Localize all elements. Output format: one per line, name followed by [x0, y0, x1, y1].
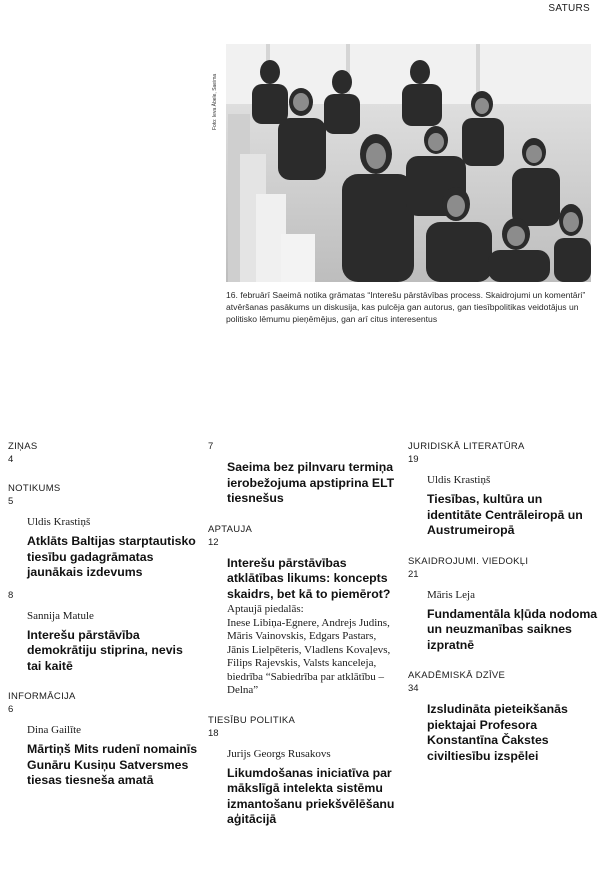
toc-entry[interactable] [408, 440, 598, 539]
article-title: Izsludināta pieteikšanās piektajai Profesora Konstantīna Čakstes civiltiesību izspēlei [427, 702, 568, 763]
page-number: 21 [408, 568, 419, 580]
article-author: Māris Leja [427, 588, 475, 601]
survey-participants-heading: Aptaujā piedalās: [227, 603, 304, 615]
page-number: 6 [8, 704, 14, 715]
page-number: 12 [208, 536, 219, 548]
section-label: APTAUJA [208, 523, 253, 535]
article-author: Jurijs Georgs Rusakovs [227, 747, 331, 760]
toc-entry[interactable] [8, 440, 198, 466]
toc-entry[interactable] [208, 523, 398, 698]
article-title: Atklāts Baltijas starptautisko tiesību gadagrāmatas jaunākais izdevums [27, 534, 196, 579]
toc-column-3 [408, 440, 598, 780]
event-photo [226, 44, 591, 282]
article-title: Fundamentāla kļūda nodoma un neuzmanības saiknes izpratnē [427, 606, 598, 652]
photo-caption: 16. februārī Saeimā notika grāmatas “Interešu pārstāvības process. Skaidrojumi un komentāri” atvēršanas pasākums un diskusija, kas pulcēja gan autorus, gan tiesībpolitikas veidotājus un politisko lēmumu pieņēmējus, gan arī citus interesentus [226, 290, 586, 324]
toc-entry[interactable] [8, 482, 198, 581]
toc-entry[interactable] [408, 669, 598, 764]
toc-entry[interactable] [8, 589, 198, 675]
page-number: 8 [8, 589, 14, 601]
section-label: JURIDISKĀ LITERATŪRA [408, 441, 525, 452]
article-author: Uldis Krastiņš [427, 474, 491, 486]
article-author: Sannija Matule [27, 609, 94, 622]
page-number: 7 [208, 441, 214, 452]
page-number: 34 [408, 683, 419, 694]
page-number: 4 [8, 454, 14, 465]
page-number: 5 [8, 496, 14, 507]
article-title: Tiesības, kultūra un identitāte Centrāleiropā un Austrumeiropā [427, 492, 583, 537]
article-title: Saeima bez pilnvaru termiņa ierobežojuma apstiprina ELT tiesnešus [227, 460, 395, 505]
section-header: SATURS [548, 3, 590, 14]
article-title: Mārtiņš Mits rudenī nomainīs Gunāru Kusiņu Satversmes tiesas tiesneša amatā [27, 742, 198, 787]
survey-participants-list: Inese Libiņa-Egnere, Andrejs Judins, Māris Vainovskis, Edgars Pastars, Jānis Lielpēteris, Vladlens Kovaļevs, Filips Rajevskis, Valsts kanceleja, biedrība “Sabiedrība par atklātību – Delna” [227, 616, 391, 696]
section-label: TIESĪBU POLITIKA [208, 714, 296, 726]
photo-credit: Foto: Ieva Ābele, Saeima [212, 73, 218, 130]
section-label: NOTIKUMS [8, 483, 61, 494]
section-label: ZIŅAS [8, 441, 38, 452]
article-title: Likumdošanas iniciatīva par mākslīgā intelekta sistēmu izmantošanu priekšvēlēšanu aģitācijā [227, 765, 395, 826]
section-label: SKAIDROJUMI. VIEDOKĻI [408, 555, 529, 567]
section-label: AKADĒMISKĀ DZĪVE [408, 670, 506, 681]
toc-column-1 [8, 440, 198, 805]
toc-entry[interactable] [208, 440, 398, 507]
toc-column-2 [208, 440, 398, 844]
article-title: Interešu pārstāvība demokrātiju stiprina, nevis tai kaitē [27, 627, 183, 673]
article-title: Interešu pārstāvības atklātības likums: koncepts skaidrs, bet kā to piemērot? [227, 555, 391, 601]
page-number: 18 [208, 727, 219, 739]
toc-entry[interactable] [408, 555, 598, 654]
toc-entry[interactable] [208, 714, 398, 828]
section-label: INFORMĀCIJA [8, 691, 76, 702]
page-number: 19 [408, 454, 419, 465]
toc-entry[interactable] [8, 690, 198, 789]
article-author: Dina Gailīte [27, 724, 82, 736]
article-author: Uldis Krastiņš [27, 516, 91, 528]
